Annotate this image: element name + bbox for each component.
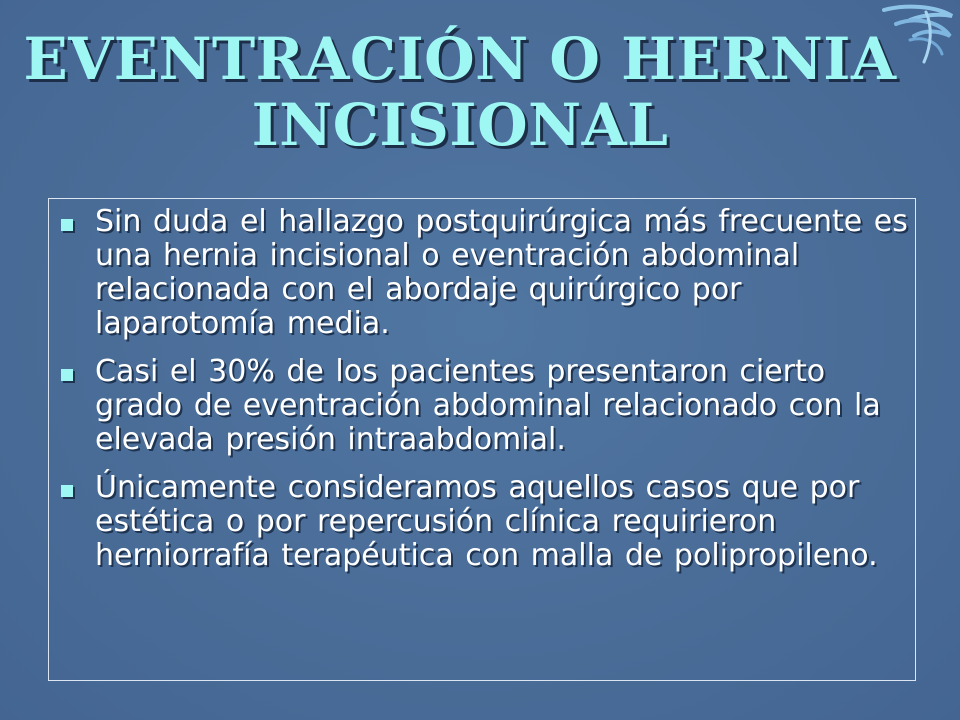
bullet-text: Casi el 30% de los pacientes presentaron cierto grado de eventración abdominal relacionado con la elevada presión intraabdomial.: [95, 354, 881, 457]
slide-title: [20, 26, 900, 158]
bullet-text: Sin duda el hallazgo postquirúrgica más frecuente es una hernia incisional o eventración abdominal relacionada con el abordaje quirúrgico por laparotomía media.: [95, 204, 908, 341]
square-bullet-icon: [61, 369, 73, 381]
bullet-item: [59, 471, 911, 573]
bullet-item: [59, 205, 911, 341]
slide-title-line: EVENTRACIÓN O HERNIA: [23, 25, 897, 93]
content-box: [48, 198, 916, 681]
square-bullet-icon: [61, 485, 73, 497]
bullet-item: [59, 355, 911, 457]
slide-title-line: INCISIONAL: [251, 91, 669, 159]
bullet-text: Únicamente consideramos aquellos casos que por estética o por repercusión clínica requirieron herniorrafía terapéutica con malla de polipropileno.: [95, 470, 878, 573]
bullet-list: [59, 205, 911, 587]
square-bullet-icon: [61, 219, 73, 231]
